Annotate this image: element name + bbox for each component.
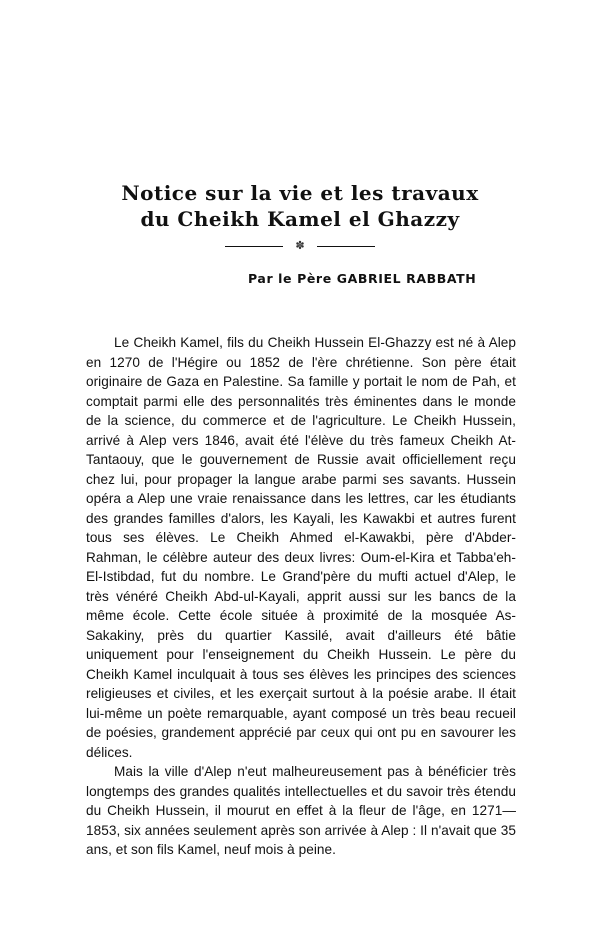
article-title [0,180,600,232]
ornament-flower-icon: ✽ [295,239,305,252]
title-line-2: du Cheikh Kamel el Ghazzy [140,207,460,231]
ornament-rule-left [225,246,283,247]
paragraph-2: Mais la ville d'Alep n'eut malheureusement pas à bénéficier très longtemps des grandes qualités intellectuelles et du savoir très étendu du Cheikh Hussein, il mourut en effet à la fleur de l'âge, en 1271—1853, six années seulement après son arrivée à Alep : Il n'avait que 35 ans, et son fils Kamel, neuf mois à peine. [86,764,516,857]
article-body [86,333,516,860]
author-name: GABRIEL RABBATH [336,271,477,286]
ornament-rule-right [317,246,375,247]
title-line-1: Notice sur la vie et les travaux [121,181,479,205]
author-byline [248,271,588,286]
title-ornament [0,238,600,254]
author-prefix: Par le Père [248,271,332,286]
paragraph-1: Le Cheikh Kamel, fils du Cheikh Hussein El-Ghazzy est né à Alep en 1270 de l'Hégire ou 1852 de l'ère chrétienne. Son père était originaire de Gaza en Palestine. Sa famille y portait le nom de Pah, et comptait parmi elle des personnalités très éminentes dans le monde de la science, du commerce et de l'agriculture. Le Cheikh Hussein, arrivé à Alep vers 1846, avait été l'élève du très fameux Cheikh At-Tantaouy, que le gouvernement de Russie avait officiellement reçu chez lui, pour propager la langue arabe parmi ses savants. Hussein opéra a Alep une vraie renaissance dans les lettres, car les étudiants des grandes familles d'alors, les Kayali, les Kawakbi et autres furent tous ses élèves. Le Cheikh Ahmed el-Kawakbi, père d'Abder- Rahman, le célèbre auteur des deux livres: Oum-el-Kira et Tabba'eh-El-Istibdad, fut du nombre. Le Grand'père du mufti actuel d'Alep, le très vénéré Cheikh Abd-ul-Kayali, apprit aussi sur les bancs de la même école. Cette école située à proximité de la mosquée As-Sakakiny, près du quartier Kassilé, avait d'ailleurs été bâtie uniquement pour l'enseignement du Cheikh Hussein. Le père du Cheikh Kamel inculquait à tous ses élèves les principes des sciences religieuses et civiles, et les exerçait surtout à la poésie arabe. Il était lui-même un poète remarquable, ayant composé un très beau recueil de poésies, grandement apprécié par ceux qui ont pu en savourer les délices. [86,335,516,760]
